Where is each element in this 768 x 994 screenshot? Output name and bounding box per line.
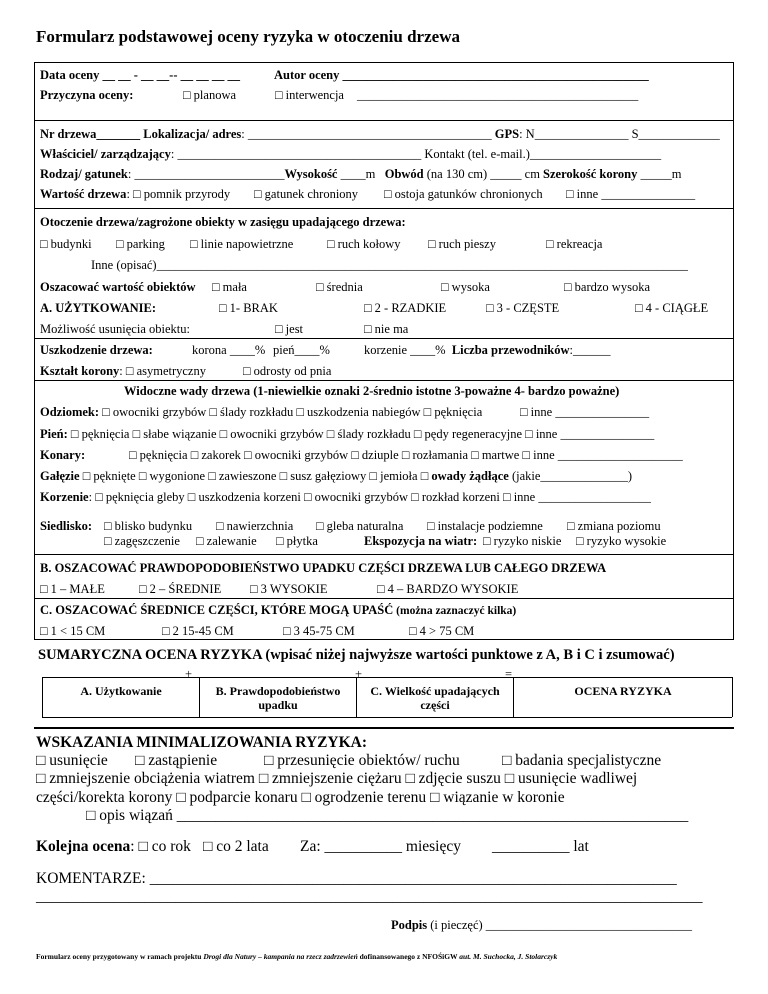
instalacje-checkbox[interactable]: □ instalacje podziemne	[427, 519, 543, 533]
przyczyna-label: Przyczyna oceny:	[40, 88, 134, 102]
divider	[34, 62, 734, 63]
jest-checkbox[interactable]: □ jest	[275, 322, 304, 336]
konary-label: Konary:	[40, 448, 86, 462]
zalewanie-checkbox[interactable]: □ zalewanie	[196, 534, 257, 548]
siedlisko-label: Siedlisko:	[40, 519, 93, 533]
korona-field[interactable]: korona ____%	[192, 343, 266, 357]
co-2-lata-checkbox[interactable]: □ co 2 lata	[203, 838, 269, 855]
otoczenie-title: Otoczenie drzewa/zagrożone obiekty w zasięgu upadającego drzewa:	[40, 215, 406, 229]
zmiana-poziomu-checkbox[interactable]: □ zmiana poziomu	[567, 519, 661, 533]
divider	[34, 639, 734, 640]
c-title: C. OSZACOWAĆ ŚREDNICE CZĘŚCI, KTÓRE MOGĄ UPAŚĆ	[40, 603, 394, 617]
b2-checkbox[interactable]: □ 2 – ŚREDNIE	[139, 582, 222, 596]
species-row	[40, 167, 682, 182]
bardzo-wysoka-checkbox[interactable]: □ bardzo wysoka	[564, 280, 650, 294]
uszkodzenie-label: Uszkodzenie drzewa:	[40, 343, 153, 357]
plytka-checkbox[interactable]: □ płytka	[276, 534, 318, 548]
ruch-kolowy-checkbox[interactable]: □ ruch kołowy	[327, 237, 401, 251]
uzytkowanie-label: A. UŻYTKOWANIE:	[40, 301, 156, 315]
wartosc-inne-checkbox[interactable]: □ inne _______________	[566, 187, 696, 201]
wysokosc-label: Wysokość	[284, 167, 338, 181]
gatunek-chroniony-checkbox[interactable]: □ gatunek chroniony	[254, 187, 359, 201]
korzenie-field	[364, 343, 611, 358]
kolejna-label: Kolejna ocena	[36, 838, 131, 855]
data-oceny-field[interactable]: Data oceny __ __ - __ __-- __ __ __ __	[40, 68, 240, 82]
wskazania-options-line3[interactable]: części/korekta korony □ podparcie konaru □ ogrodzenie terenu □ wiązanie w koronie	[36, 789, 565, 806]
mala-checkbox[interactable]: □ mała	[212, 280, 247, 294]
usuniecie-checkbox[interactable]: □ usunięcie	[36, 752, 108, 769]
pomnik-checkbox[interactable]: : □ pomnik przyrody	[126, 187, 231, 201]
badania-checkbox[interactable]: □ badania specjalistyczne	[502, 752, 662, 769]
asymetryczny-checkbox[interactable]: : □ asymetryczny	[119, 364, 206, 378]
divider	[34, 554, 734, 555]
lokalizacja-label: Lokalizacja/ adres	[143, 127, 242, 141]
plus-sign: +	[185, 667, 193, 681]
podpis-row	[391, 918, 692, 933]
przesuniecie-checkbox[interactable]: □ przesunięcie obiektów/ ruchu	[264, 752, 460, 769]
tree-location-row	[40, 127, 720, 142]
divider	[34, 120, 734, 121]
lat-field[interactable]: __________ lat	[492, 838, 589, 855]
owady-field[interactable]: (jakie______________)	[508, 469, 633, 483]
wskazania-title: WSKAZANIA MINIMALIZOWANIA RYZYKA:	[36, 734, 368, 751]
odziomek-row	[40, 405, 482, 420]
parking-checkbox[interactable]: □ parking	[116, 237, 165, 251]
konary-checkboxes[interactable]: □ pęknięcia □ zakorek □ owocniki grzybów □ dziuple □ rozłamania □ martwe □ inne ____________________	[129, 448, 683, 462]
odziomek-checkboxes[interactable]: □ owocniki grzybów □ ślady rozkładu □ uszkodzenia nabiegów □ pęknięcia	[102, 405, 483, 419]
korzenie-procent-field[interactable]: korzenie ____%	[364, 343, 446, 357]
col-wielkosc: C. Wielkość upadających części	[370, 684, 500, 712]
srednia-checkbox[interactable]: □ średnia	[316, 280, 363, 294]
gleba-checkbox[interactable]: □ gleba naturalna	[316, 519, 404, 533]
rzadkie-checkbox[interactable]: □ 2 - RZADKIE	[364, 301, 447, 315]
za-miesiecy-field[interactable]: Za: __________ miesięcy	[300, 838, 461, 855]
galezie-checkboxes[interactable]: □ pęknięte □ wygonione □ zawieszone □ susz gałęziowy □ jemioła □	[79, 469, 432, 483]
b3-checkbox[interactable]: □ 3 WYSOKIE	[250, 582, 328, 596]
wady-title: Widoczne wady drzewa (1-niewielkie oznaki 2-średnio istotne 3-poważne 4- bardzo poważne)	[124, 384, 620, 398]
pien-field[interactable]: pień____%	[273, 343, 330, 357]
wartosc-row	[40, 187, 230, 202]
b-title: B. OSZACOWAĆ PRAWDOPODOBIEŃSTWO UPADKU CZĘŚCI DRZEWA LUB CAŁEGO DRZEWA	[40, 561, 607, 575]
rekreacja-checkbox[interactable]: □ rekreacja	[546, 237, 603, 251]
budynki-checkbox[interactable]: □ budynki	[40, 237, 92, 251]
przyczyna-interwencja-checkbox[interactable]: □ interwencja	[275, 88, 344, 102]
nawierzchnia-checkbox[interactable]: □ nawierzchnia	[216, 519, 294, 533]
pien-row	[40, 427, 654, 442]
co-rok-checkbox[interactable]: : □ co rok	[130, 838, 191, 855]
odrosty-checkbox[interactable]: □ odrosty od pnia	[243, 364, 332, 378]
linie-checkbox[interactable]: □ linie napowietrzne	[190, 237, 294, 251]
komentarze-field-line2[interactable]: ______________________________________________________________________________________	[36, 888, 703, 905]
divider	[34, 727, 734, 729]
c4-checkbox[interactable]: □ 4 > 75 CM	[409, 624, 475, 638]
equals-sign: =	[505, 667, 513, 681]
divider	[34, 598, 734, 599]
podpis-label: Podpis	[391, 918, 428, 932]
inne-opisac-field[interactable]: Inne (opisać)_____________________________________________________________________________________	[91, 258, 688, 272]
page-title: Formularz podstawowej oceny ryzyka w otoczeniu drzewa	[36, 27, 460, 46]
szerokosc-label: Szerokość korony	[543, 167, 638, 181]
col-ocena-ryzyka: OCENA RYZYKA	[574, 684, 672, 698]
c-title-row	[40, 603, 516, 618]
footer-authors: aut. M. Suchocka, J. Stolarczyk	[459, 952, 558, 961]
przyczyna-other-field[interactable]: _____________________________________________	[357, 88, 639, 102]
wskazania-options-line2[interactable]: □ zmniejszenie obciążenia wiatrem □ zmniejszenie ciężaru □ zdjęcie suszu □ usunięcie wadliwej	[36, 770, 638, 787]
c3-checkbox[interactable]: □ 3 45-75 CM	[283, 624, 355, 638]
przewodniki-field[interactable]: :______	[569, 343, 611, 357]
pien-label: Pień:	[40, 427, 68, 441]
ksztalt-label: Kształt korony	[40, 364, 120, 378]
ciagle-checkbox[interactable]: □ 4 - CIĄGŁE	[635, 301, 709, 315]
komentarze-field[interactable]: KOMENTARZE: ____________________________________________________________________	[36, 870, 677, 887]
b1-checkbox[interactable]: □ 1 – MAŁE	[40, 582, 105, 596]
przyczyna-planowa-checkbox[interactable]: □ planowa	[183, 88, 237, 102]
zastapienie-checkbox[interactable]: □ zastąpienie	[135, 752, 218, 769]
czeste-checkbox[interactable]: □ 3 - CZĘSTE	[486, 301, 560, 315]
wlasciciel-label: Właściciel/ zarządzający	[40, 147, 171, 161]
korzenie-row	[40, 490, 651, 505]
col-prawdopodobienstwo: B. Prawdopodobieństwo upadku	[215, 684, 341, 712]
pien-checkboxes[interactable]: □ pęknięcia □ słabe wiązanie □ owocniki grzybów □ ślady rozkładu □ pędy regeneracyjne □ inne _______________	[70, 427, 655, 441]
podpis-field[interactable]: (i pieczęć) _________________________________	[427, 918, 693, 932]
owady-label: owady żądłące	[431, 469, 509, 483]
kolejna-row	[36, 838, 191, 856]
wlasciciel-field[interactable]: : _______________________________________	[170, 147, 422, 161]
wartosc-label: Wartość drzewa	[40, 187, 127, 201]
kontakt-field[interactable]: Kontakt (tel. e-mail.)_____________________	[424, 147, 662, 161]
col-uzytkowanie: A. Użytkowanie	[80, 684, 162, 698]
c2-checkbox[interactable]: □ 2 15-45 CM	[162, 624, 234, 638]
c1-checkbox[interactable]: □ 1 < 15 CM	[40, 624, 106, 638]
wysokosc-field[interactable]: ____m	[337, 167, 376, 181]
odziomek-label: Odziomek:	[40, 405, 100, 419]
ostoja-checkbox[interactable]: □ ostoja gatunków chronionych	[384, 187, 543, 201]
oszacowac-label: Oszacować wartość obiektów	[40, 280, 196, 294]
divider	[34, 380, 734, 381]
korzenie-checkboxes[interactable]: : □ pęknięcia gleby □ uszkodzenia korzeni □ owocniki grzybów □ rozkład korzeni □ inne __________________	[88, 490, 651, 504]
rodzaj-field[interactable]: : ________________________	[127, 167, 285, 181]
summary-title: SUMARYCZNA OCENA RYZYKA (wpisać niżej najwyższe wartości punktowe z A, B i C i zsumować)	[38, 647, 675, 663]
ekspozycja-label: Ekspozycja na wiatr:	[364, 534, 478, 548]
korzenie-label: Korzenie	[40, 490, 89, 504]
footer-note: Formularz oceny przygotowany w ramach projektu Drogi dla Natury – kampania na rzecz zadrzewień dofinansowanego z NFOŚiGW aut. M. Suchocka, J. Stolarczyk	[36, 952, 558, 961]
przewodniki-label: Liczba przewodników	[451, 343, 570, 357]
brak-checkbox[interactable]: □ 1- BRAK	[219, 301, 278, 315]
obwod-label: Obwód	[384, 167, 424, 181]
wysoka-checkbox[interactable]: □ wysoka	[441, 280, 490, 294]
odziomek-inne-checkbox[interactable]: □ inne _______________	[520, 405, 650, 419]
divider	[34, 208, 734, 209]
ksztalt-row	[40, 364, 206, 379]
galezie-label: Gałęzie	[40, 469, 80, 483]
ryzyko-niskie-checkbox[interactable]: □ ryzyko niskie	[483, 534, 562, 548]
autor-oceny-field[interactable]: Autor oceny _________________________________________________	[274, 68, 649, 82]
gps-label: GPS	[494, 127, 520, 141]
blisko-budynku-checkbox[interactable]: □ blisko budynku	[104, 519, 193, 533]
lokalizacja-field[interactable]: : _______________________________________	[241, 127, 492, 141]
opis-wiazan-field[interactable]: □ opis wiązań __________________________________________________________________	[86, 807, 689, 824]
owner-row	[40, 147, 661, 162]
ruch-pieszy-checkbox[interactable]: □ ruch pieszy	[428, 237, 496, 251]
c-note: (można zaznaczyć kilka)	[393, 605, 517, 617]
gps-field[interactable]: : N_______________ S_____________	[519, 127, 720, 141]
ryzyko-wysokie-checkbox[interactable]: □ ryzyko wysokie	[576, 534, 667, 548]
galezie-row	[40, 469, 632, 484]
obwod-field[interactable]: (na 130 cm) _____ cm	[423, 167, 544, 181]
b4-checkbox[interactable]: □ 4 – BARDZO WYSOKIE	[377, 582, 519, 596]
szerokosc-field[interactable]: _____m	[637, 167, 682, 181]
zageszczenie-checkbox[interactable]: □ zagęszczenie	[104, 534, 180, 548]
rodzaj-label: Rodzaj/ gatunek	[40, 167, 128, 181]
plus-sign: +	[355, 667, 363, 681]
nie-ma-checkbox[interactable]: □ nie ma	[364, 322, 409, 336]
footer-project: Drogi dla Natury – kampania na rzecz zadrzewień	[203, 952, 358, 961]
divider	[34, 338, 734, 339]
mozliwosc-label: Możliwość usunięcia obiektu:	[40, 322, 190, 336]
nr-drzewa-field[interactable]: Nr drzewa_______	[40, 127, 141, 141]
